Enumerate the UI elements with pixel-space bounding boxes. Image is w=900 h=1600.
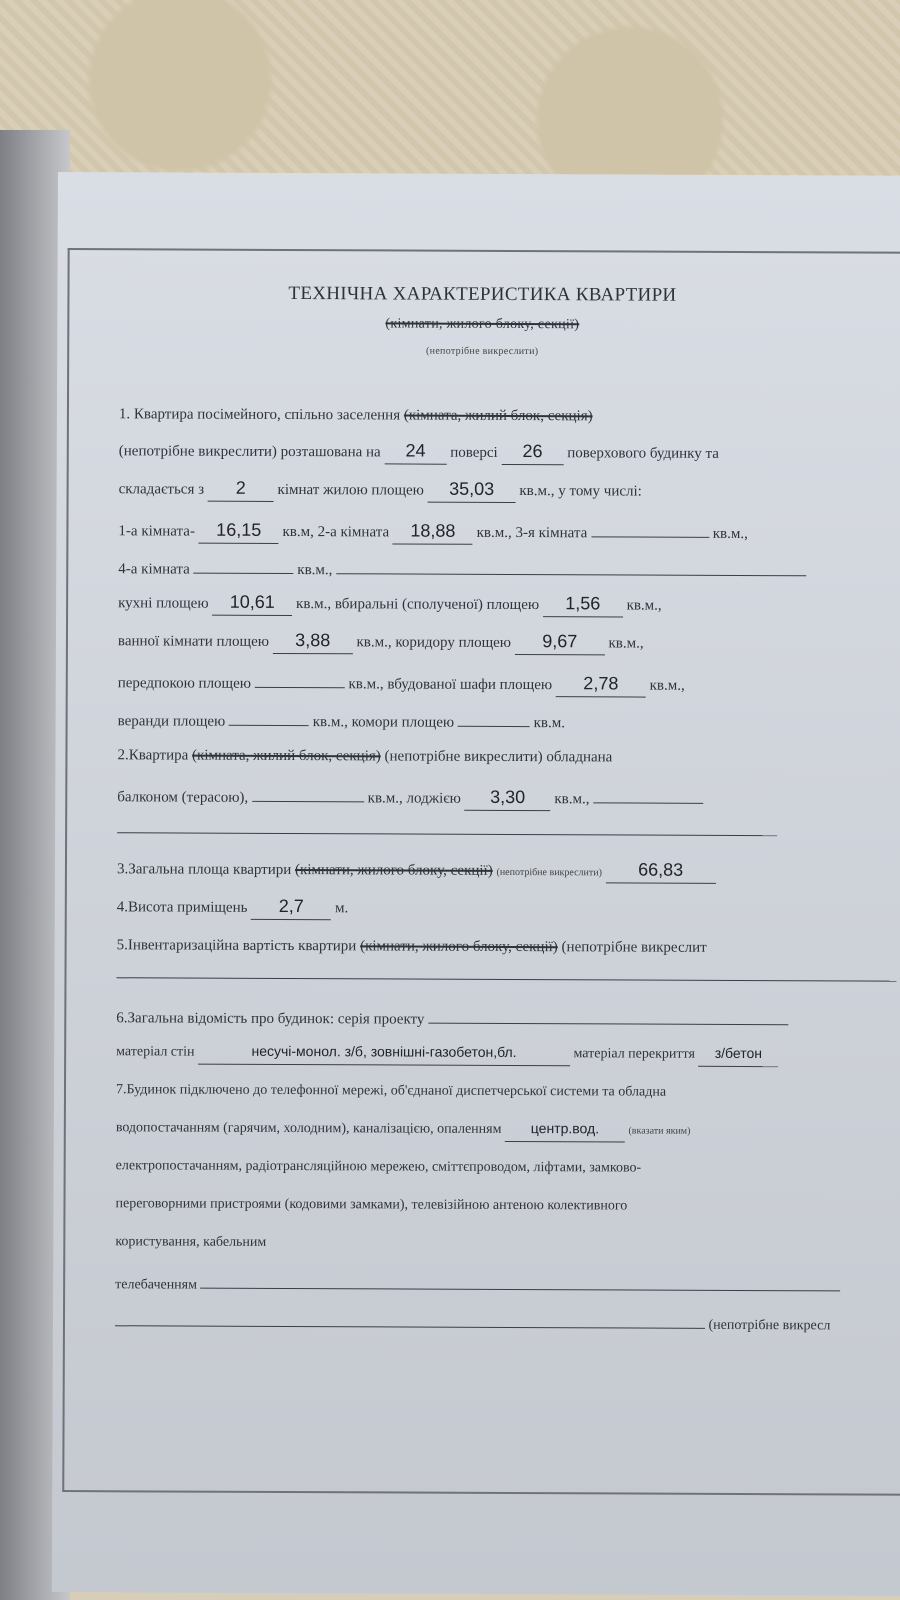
s7-note: (непотрібне викресл [708,1317,831,1334]
s6-line2 [116,1035,900,1072]
s1-l2-b: поверсі [450,444,498,461]
floors-field[interactable]: з/бетон [698,1042,778,1067]
s7-line2 [116,1111,900,1148]
s1-l3-a: складається з [118,481,205,498]
s7-line3 [116,1149,900,1186]
s1-line9 [118,700,900,737]
s7-line1 [116,1073,900,1110]
s1-line7 [118,624,900,661]
storage-unit: кв.м. [533,715,566,732]
heating-field[interactable]: центр.вод. [505,1117,625,1143]
s7-text-c: електропостачанням, радіотрансляційною мережею, сміттєпроводом, ліфтами, замково- [115,1158,642,1176]
s5-text: 5.Інвентаризаційна вартість квартири [116,937,357,955]
s1-text: 1. Квартира посімейного, спільно заселення [118,406,401,424]
height-field[interactable]: 2,7 [251,895,331,920]
strike-note: (непотрібне викреслити) [426,345,539,358]
room4-unit: кв.м., [297,562,333,579]
s7-line4 [115,1187,900,1224]
s5-line [117,928,900,965]
closet-label: кв.м., вбудованої шафи площею [348,676,553,694]
room2-label: кв.м, 2-а кімната [282,523,390,541]
s7-text-e: користування, кабельним [115,1234,267,1250]
s1-line6 [118,586,900,623]
document-subtitle: (кімнати, жилого блоку, секції) [385,316,580,333]
s7-blank-field[interactable] [115,1301,705,1329]
walls-label: матеріал стін [116,1044,195,1060]
s1-l2-a: (непотрібне викреслити) розташована на [118,443,381,461]
s1-line3 [119,472,900,509]
corridor-unit: кв.м., [608,635,644,652]
s3-line [117,852,900,889]
s7-line6 [115,1263,900,1300]
walls-field[interactable]: несучі-монол. з/б, зовнішні-газобетон,бл. [198,1040,570,1067]
hall-label: передпокою площею [117,675,252,692]
wc-field[interactable]: 1,56 [543,592,623,617]
loggia-field[interactable]: 3,30 [465,786,551,811]
balcony-field[interactable] [252,777,364,802]
floor-field[interactable]: 24 [384,439,446,464]
corridor-label: кв.м., коридору площею [356,634,512,651]
storeys-field[interactable]: 26 [501,440,563,465]
corridor-field[interactable]: 9,67 [515,630,605,655]
loggia-label: кв.м., лоджією [367,790,461,807]
s4-unit: м. [334,900,349,917]
document-page [52,172,900,1596]
s7-text-b: водопостачанням (гарячим, холодним), каналізацією, опаленням [115,1120,502,1137]
s3-struck: (кімнати, жилого блоку, секції) [295,862,493,879]
s7-line5 [115,1225,900,1262]
s1-l2-c: поверхового будинку та [567,445,719,462]
room4-field[interactable] [194,549,294,574]
kitchen-label: кухні площею [118,595,209,612]
s5-text-b: (непотрібне викреслит [561,939,707,956]
s6-line1 [116,997,900,1034]
room1-field[interactable]: 16,15 [199,519,279,544]
hall-field[interactable] [255,663,345,688]
s2-struck: (кімната, жилий блок, секція) [192,747,381,765]
kitchen-field[interactable]: 10,61 [212,591,292,616]
s1-line5 [118,548,900,585]
loggia-unit: кв.м., [554,791,590,808]
s1-line8 [118,662,900,699]
s1-line2 [119,434,900,471]
room1-label: 1-а кімната- [118,523,196,540]
s2-line2 [117,776,900,813]
s3-text: 3.Загальна площа квартири [116,861,292,879]
wc-unit: кв.м., [626,597,662,614]
bath-label: ванної кімнати площею [117,633,270,650]
s1-l3-c: кв.м., у тому числі: [519,483,642,500]
s1-line4 [118,510,900,547]
closet-field[interactable]: 2,78 [556,672,646,697]
room4-extra-line [336,549,806,576]
living-area-field[interactable]: 35,03 [428,478,516,503]
room3-unit: кв.м., [712,525,748,543]
storage-field[interactable] [458,702,530,727]
s1-l3-b: кімнат жилою площею [277,481,424,499]
s6-text: 6.Загальна відомість про будинок: серія проекту [116,1010,425,1028]
room3-field[interactable] [591,512,709,538]
s7-text-f: телебаченням [115,1277,198,1293]
s4-line [117,890,900,927]
s2-text: 2.Квартира [117,747,189,764]
veranda-field[interactable] [229,701,309,726]
s7-text-d: переговорними пристроями (кодовими замками), телевізійною антеною колективного [115,1196,628,1214]
bedspread-background [0,0,900,200]
room3-label: кв.м., 3-я кімната [476,524,588,542]
s2-line1 [117,738,900,775]
room4-label: 4-а кімната [118,561,190,578]
total-area-field[interactable]: 66,83 [606,858,716,883]
project-series-field[interactable] [428,999,788,1026]
closet-unit: кв.м., [649,677,685,694]
veranda-label: веранди площею [117,713,226,730]
s4-text: 4.Висота приміщень [116,899,248,916]
heating-note: (вказати яким) [628,1125,691,1137]
room2-field[interactable]: 18,88 [393,519,473,544]
s3-note: (непотрібне викреслити) [496,866,602,879]
s7-line7 [115,1301,900,1338]
floors-label: матеріал перекриття [573,1046,695,1062]
s7-text: 7.Будинок підключено до телефонної мережі, об'єднаної диспетчерської системи та обладна [115,1082,667,1100]
s1-struck: (кімната, жилий блок, секція) [403,407,593,425]
document-title: ТЕХНІЧНА ХАРАКТЕРИСТИКА КВАРТИРИ [288,283,677,306]
s2-text-b: (непотрібне викреслити) обладнана [384,748,613,766]
s2-extra-line [593,778,703,803]
storage-label: кв.м., комори площею [312,714,455,731]
cable-tv-field[interactable] [200,1264,840,1292]
bath-field[interactable]: 3,88 [273,629,353,654]
wc-label: кв.м., вбиральні (сполученої) площею [296,596,540,614]
balcony-label: балконом (терасою), [117,789,249,806]
s5-struck: (кімнати, жилого блоку, секції) [360,938,558,956]
rooms-field[interactable]: 2 [208,477,274,502]
s1-line1 [119,397,900,434]
